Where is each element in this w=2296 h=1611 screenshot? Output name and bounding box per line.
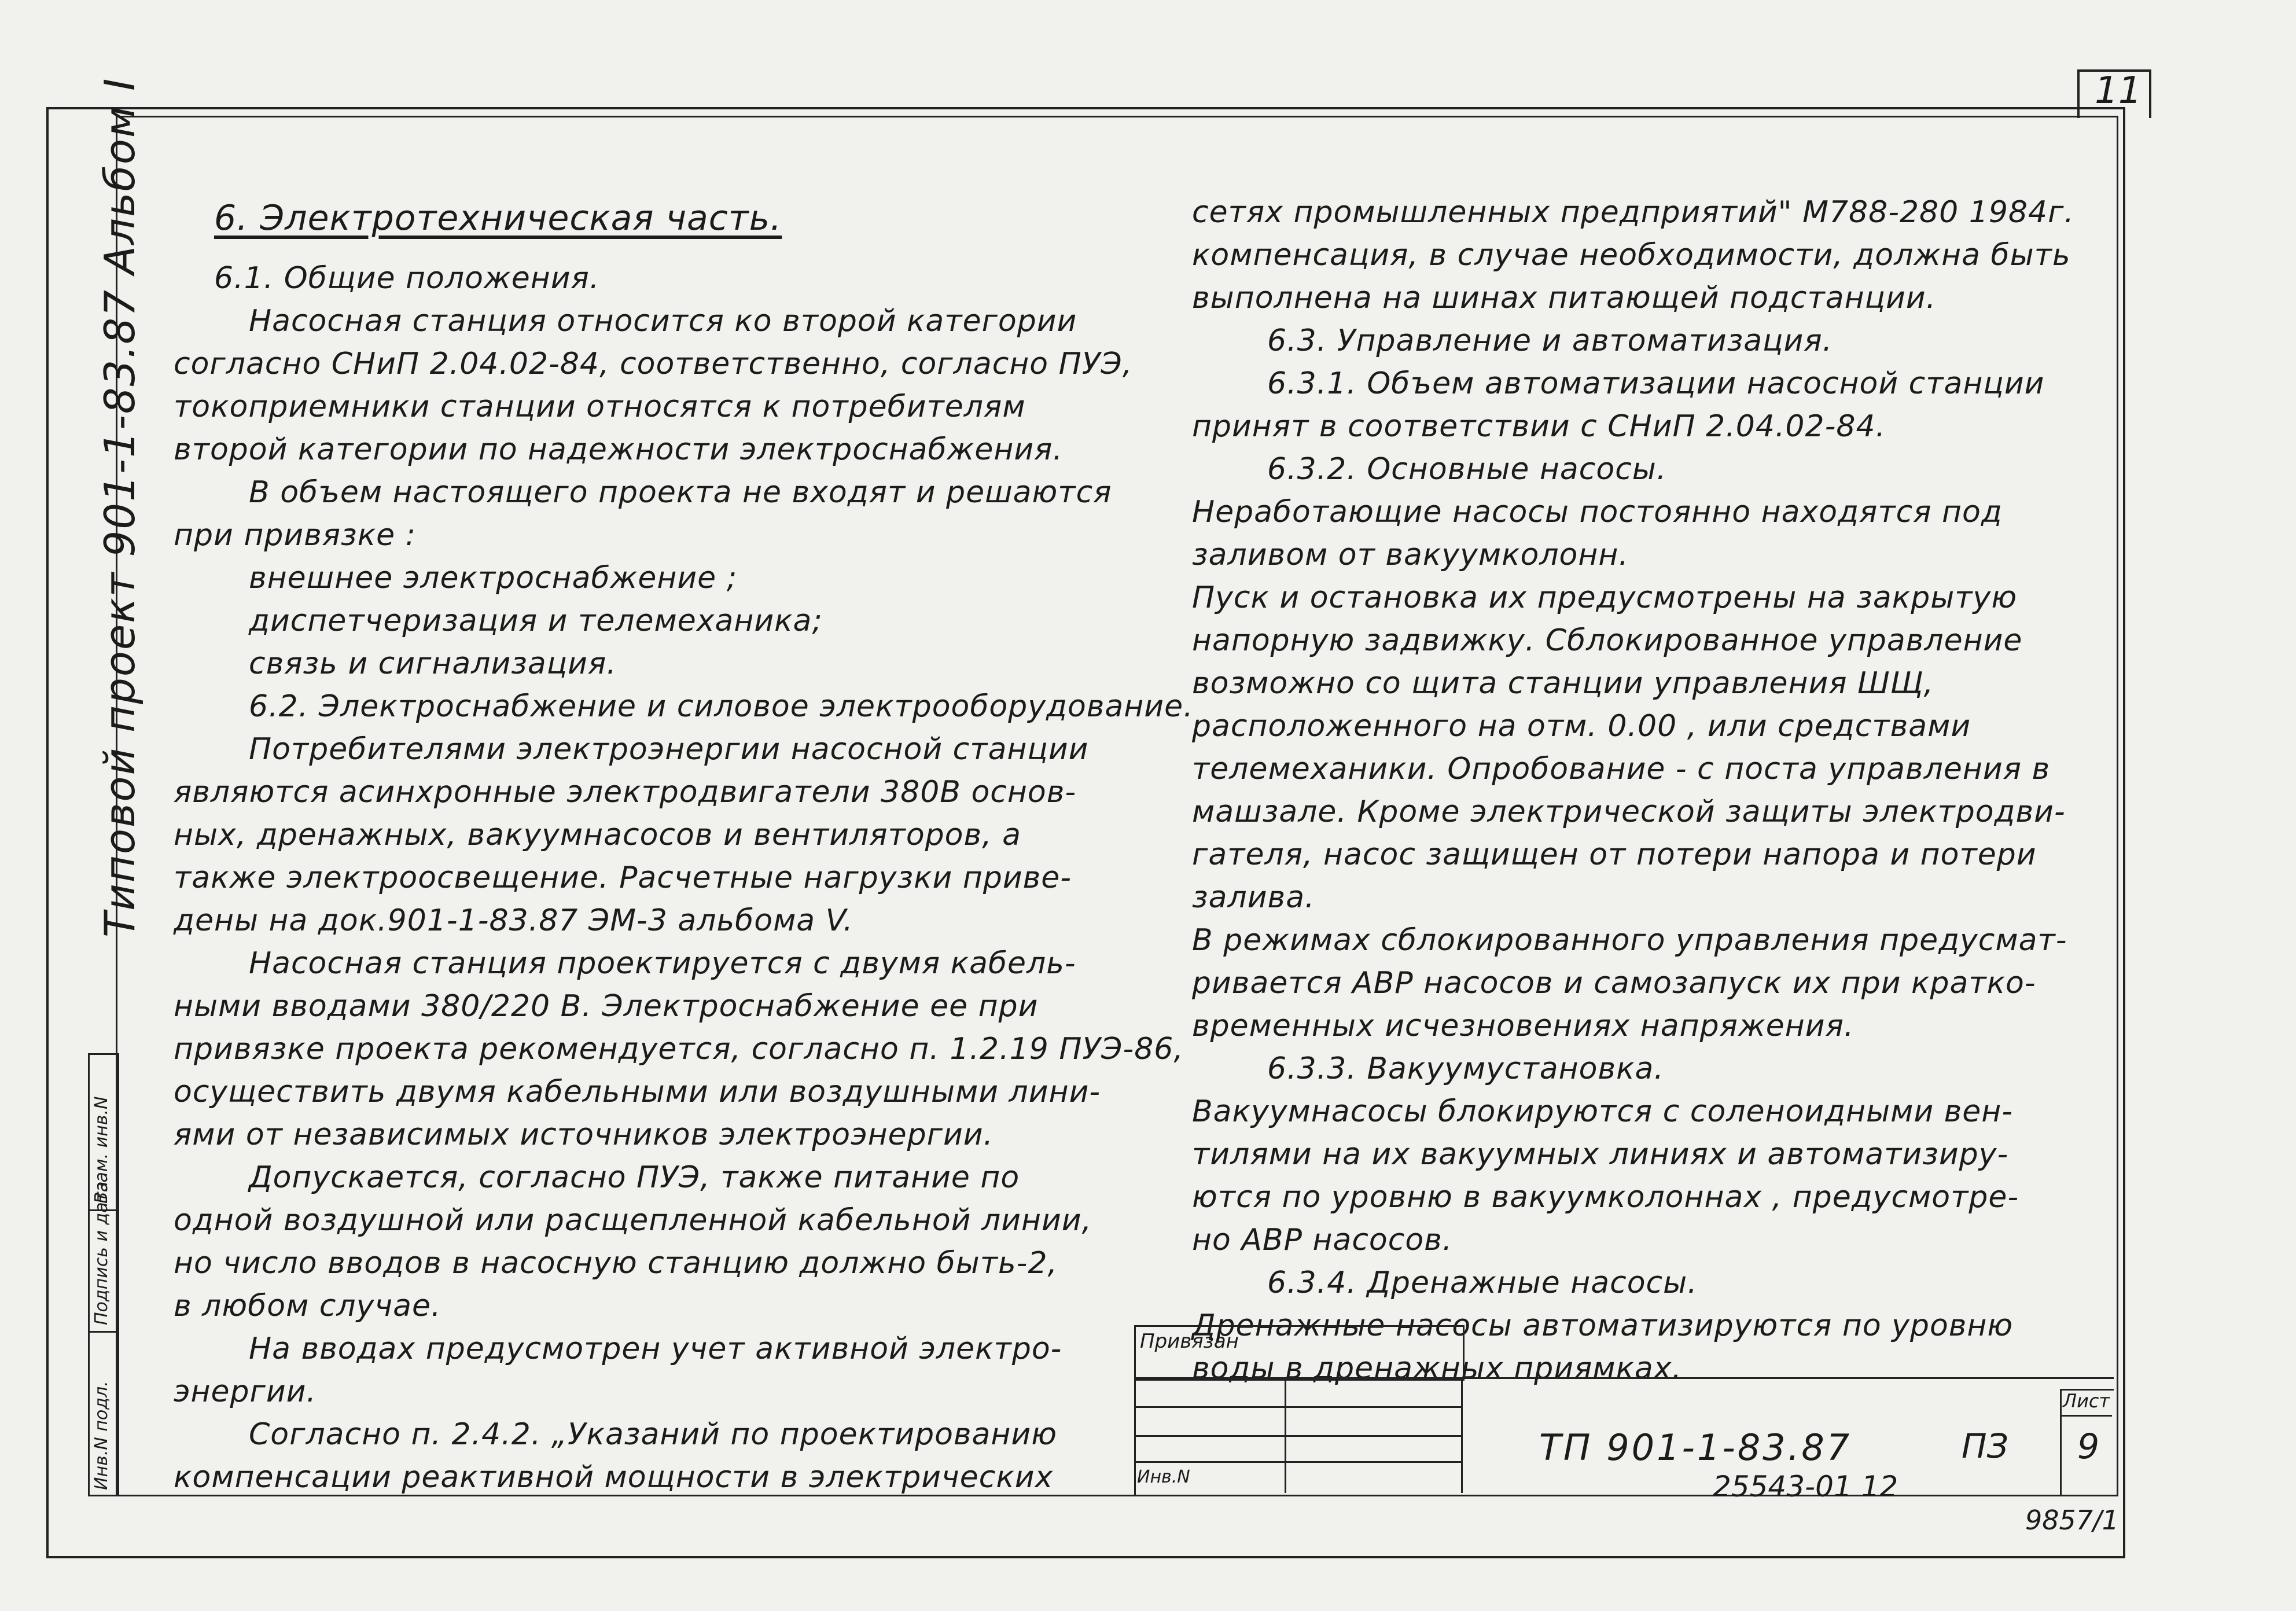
text-line: временных исчезновениях напряжения. [1192,1009,1855,1043]
text-line: Допускается, согласно ПУЭ, также питание по [249,1160,1020,1195]
text-line: одной воздушной или расщепленной кабельной линии, [174,1203,1092,1238]
inv-n-label: Инв.N [1137,1467,1190,1487]
title-block-divider [1285,1377,1286,1493]
text-line: возможно со щита станции управления ШЩ, [1192,666,1934,701]
title-block-line [1134,1461,1461,1463]
text-line: сетях промышленных предприятий" М788-280 1984г. [1192,195,2074,230]
text-line: Согласно п. 2.4.2. „Указаний по проектированию [249,1417,1057,1452]
text-line: Потребителями электроэнергии насосной станции [249,732,1089,767]
text-line: ются по уровню в вакуумколоннах , предусмотре- [1192,1180,2019,1215]
corner-stamp: 9857/1 [2025,1505,2119,1536]
text-line: Неработающие насосы постоянно находятся под [1192,495,2003,529]
text-line: 6.3.1. Объем автоматизации насосной станции [1267,366,2045,401]
title-block-line [1134,1406,1461,1408]
text-line: Насосная станция проектируется с двумя кабель- [249,946,1076,981]
document-code: ТП 901-1-83.87 [1539,1426,1852,1469]
text-line: Дренажные насосы автоматизируются по уровню [1192,1308,2014,1343]
text-line: машзале. Кроме электрической защиты электродви- [1192,795,2066,829]
title-block-line [1134,1435,1461,1437]
text-line: энергии. [174,1374,317,1409]
text-line: ривается АВР насосов и самозапуск их при кратко- [1192,966,2036,1001]
text-line: выполнена на шинах питающей подстанции. [1192,281,1937,315]
text-line: 6.3. Управление и автоматизация. [1267,323,1833,358]
text-line: воды в дренажных приямках. [1192,1351,1683,1386]
text-line: согласно СНиП 2.04.02-84, соответственно, согласно ПУЭ, [174,347,1133,381]
text-line: привязке проекта рекомендуется, согласно п. 1.2.19 ПУЭ-86, [174,1032,1184,1066]
text-line: В объем настоящего проекта не входят и решаются [249,475,1112,510]
text-line: также электроосвещение. Расчетные нагрузки приве- [174,860,1072,895]
text-line: токоприемники станции относятся к потребителям [174,389,1026,424]
text-line: ями от независимых источников электроэнергии. [174,1117,994,1152]
list-label: Лист [2063,1390,2110,1412]
text-line: 6.3.2. Основные насосы. [1267,452,1667,487]
text-line: На вводах предусмотрен учет активной электро- [249,1332,1062,1366]
corner-number: 11 [2095,69,2142,112]
text-line: внешнее электроснабжение ; [249,561,738,595]
text-line: телемеханики. Опробование - с поста управления в [1192,752,2051,786]
sheet-number-line [2060,1415,2112,1417]
strip-divider [88,1331,116,1333]
text-line: но АВР насосов. [1192,1223,1453,1257]
list-number: 9 [2077,1426,2100,1467]
text-line: Насосная станция относится ко второй категории [249,304,1077,339]
section-heading: 6. Электротехническая часть. [214,198,782,238]
text-line: залива. [1192,880,1315,915]
text-line: напорную задвижку. Сблокированное управление [1192,623,2023,658]
text-line: Пуск и остановка их предусмотрены на закрытую [1192,580,2018,615]
text-line: компенсация, в случае необходимости, должна быть [1192,238,2071,273]
text-line: заливом от вакуумколонн. [1192,538,1629,572]
text-line: второй категории по надежности электроснабжения. [174,432,1063,467]
text-line: дены на док.901-1-83.87 ЭМ-3 альбома V. [174,903,853,938]
text-line: связь и сигнализация. [249,646,617,681]
text-line: 6.3.3. Вакуумустановка. [1267,1051,1664,1086]
text-line: гателя, насос защищен от потери напора и потери [1192,837,2037,872]
text-line: тилями на их вакуумных линиях и автоматизиру- [1192,1137,2009,1172]
text-line: В режимах сблокированного управления предусмат- [1192,923,2067,958]
text-line: принят в соответствии с СНиП 2.04.02-84. [1192,409,1886,444]
strip-label-inv: Инв.N подл. [91,1381,112,1490]
text-line: 6.2. Электроснабжение и силовое электрооборудование. [249,689,1194,724]
archive-number: 25543-01 12 [1713,1470,1898,1503]
text-line: Вакуумнасосы блокируются с соленоидными вен- [1192,1094,2014,1129]
text-line: ных, дренажных, вакуумнасосов и вентиляторов, а [174,818,1022,852]
text-line: диспетчеризация и телемеханика; [249,604,823,638]
title-block-divider [1461,1377,1463,1493]
text-line: осуществить двумя кабельными или воздушными лини- [174,1075,1101,1109]
text-line: компенсации реактивной мощности в электрических [174,1460,1054,1495]
text-line: расположенного на отм. 0.00 , или средствами [1192,709,1971,744]
text-line: являются асинхронные электродвигатели 380В основ- [174,775,1077,810]
right-text-column [1192,191,2095,1390]
strip-label-signature: Подпись и дата [91,1181,112,1325]
text-line: в любом случае. [174,1289,441,1323]
text-line: ными вводами 380/220 В. Электроснабжение ее при [174,989,1039,1024]
strip-label-replace: Взам. инв.N [91,1096,112,1204]
text-line: 6.3.4. Дренажные насосы. [1267,1266,1698,1300]
text-line: при привязке : [174,518,417,553]
text-line: 6.1. Общие положения. [214,261,600,296]
privyazan-label: Привязан [1140,1330,1239,1353]
text-line: но число вводов в насосную станцию должно быть-2, [174,1246,1058,1281]
vertical-project-title: Типовой проект 901-1-83.87 Альбом I [95,77,144,937]
section-code: ПЗ [1962,1426,2008,1466]
